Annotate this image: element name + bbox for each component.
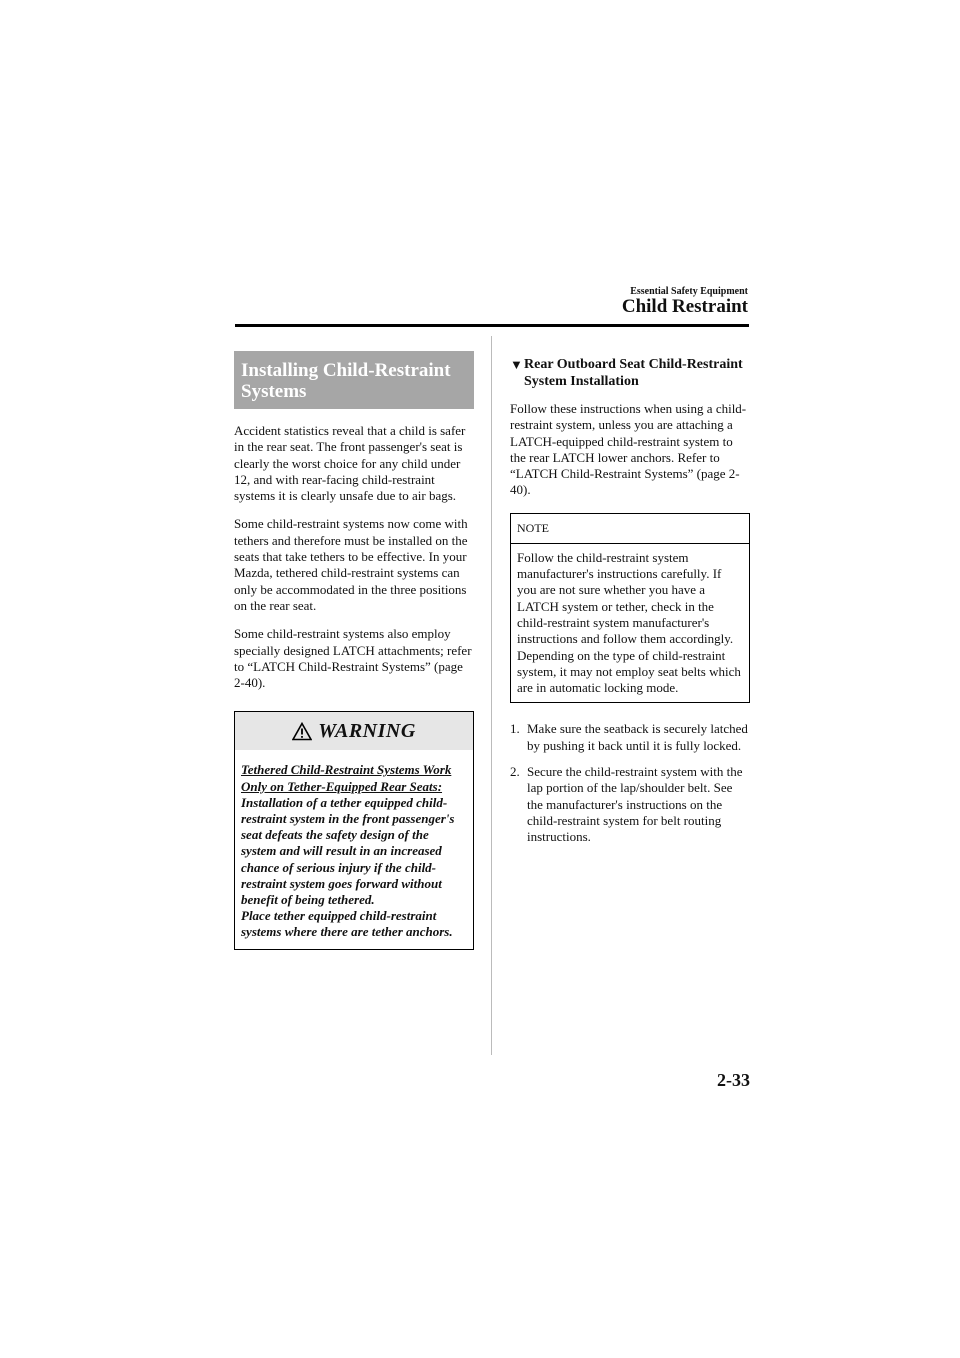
page-title: Child Restraint — [621, 296, 748, 317]
step-number: 2. — [510, 764, 520, 780]
header-section-label: Essential Safety Equipment — [630, 286, 748, 297]
left-column — [234, 351, 474, 950]
note-box — [510, 513, 750, 704]
triangle-bullet-icon: ▼ — [510, 357, 523, 372]
paragraph: Accident statistics reveal that a child is safer in the rear seat. The front passenger's seat is clearly the worst choice for any child under 12, and with rear-facing child-restraint systems it is clearly unsafe due to air bags. — [234, 423, 466, 504]
warning-icon — [292, 722, 312, 741]
subsection-heading-text: Rear Outboard Seat Child-Restraint System Installation — [524, 357, 743, 389]
right-column — [510, 357, 750, 856]
warning-header — [235, 712, 473, 750]
warning-title: WARNING — [318, 719, 416, 742]
warning-box — [234, 711, 474, 949]
warning-text: Installation of a tether equipped child-restraint system in the front passenger's seat defeats the safety design of the system and will result in an increased chance of serious injury if the child-restraint system goes forward without benefit of being tethered. — [241, 794, 455, 908]
step-text: Secure the child-restraint system with the lap portion of the lap/shoulder belt. See the manufacturer's instructions on the child-restraint system for belt routing instructions. — [527, 764, 743, 845]
list-item — [510, 721, 750, 754]
section-heading: Installing Child-Restraint Systems — [234, 351, 474, 409]
step-number: 1. — [510, 721, 520, 737]
page-number: 2-33 — [717, 1070, 750, 1090]
steps-list — [510, 721, 750, 845]
paragraph: Follow these instructions when using a child-restraint system, unless you are attaching a LATCH-equipped child-restraint system to the rear LATCH lower anchors. Refer to “LATCH Child-Restraint Systems” (page 2-40). — [510, 401, 747, 498]
subsection-heading — [510, 357, 750, 390]
paragraph: Some child-restraint systems now come with tethers and therefore must be installed on the seats that take tethers to be effective. In your Mazda, tethered child-restraint systems can only be accommodated in the three positions on the rear seat. — [234, 516, 468, 613]
step-text: Make sure the seatback is securely latched by pushing it back until it is fully locked. — [527, 721, 748, 753]
warning-text: Place tether equipped child-restraint systems where there are tether anchors. — [241, 908, 453, 940]
note-body: Follow the child-restraint system manufacturer's instructions carefully. If you are not sure whether you have a LATCH system or tether, check in the child-restraint system manufacturer's instructions and follow them accordingly. Depending on the type of child-restraint system, it may not employ seat belts which are in automatic locking mode. — [517, 549, 741, 696]
warning-subtitle: Tethered Child-Restraint Systems Work Only on Tether-Equipped Rear Seats: — [241, 762, 452, 794]
paragraph: Some child-restraint systems also employ specially designed LATCH attachments; refer to “LATCH Child-Restraint Systems” (page 2-40). — [234, 626, 472, 691]
header-rule — [235, 324, 749, 327]
list-item — [510, 764, 750, 845]
warning-body — [235, 750, 473, 948]
column-divider — [491, 336, 492, 1055]
note-title: NOTE — [511, 514, 749, 544]
